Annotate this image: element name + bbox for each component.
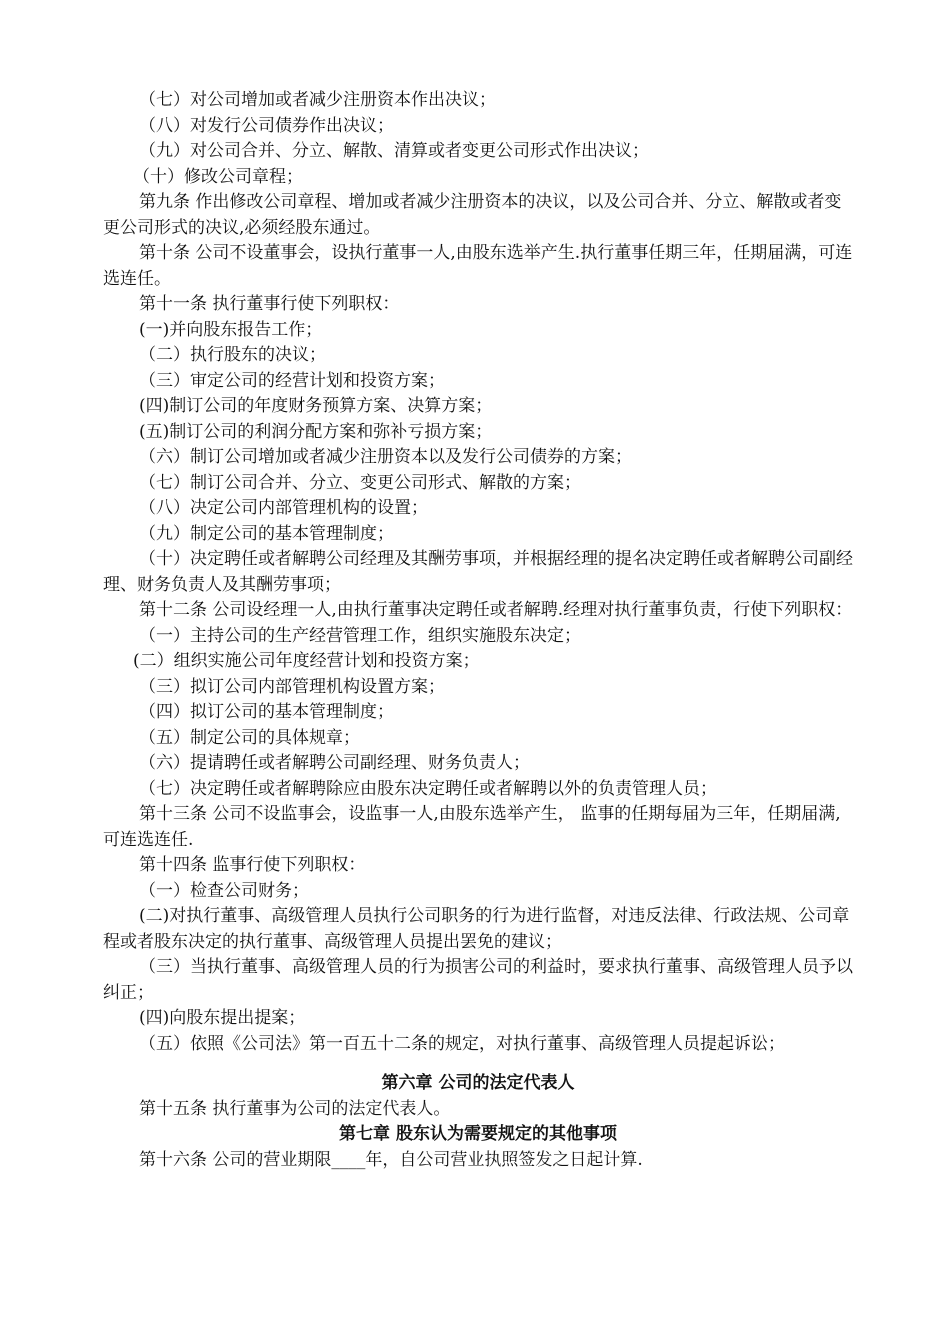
clause-line: （八）决定公司内部管理机构的设置； (139, 498, 428, 518)
clause-line: (四)向股东提出提案； (139, 1008, 306, 1028)
clause-line: (二)对执行董事、高级管理人员执行公司职务的行为进行监督，对违反法律、行政法规、公司章程或者股东决定的执行董事、高级管理人员提出罢免的建议； (103, 906, 850, 952)
clause-line: （七）决定聘任或者解聘除应由股东决定聘任或者解聘以外的负责管理人员； (139, 778, 717, 799)
article-13: 第十三条 公司不设监事会，设监事一人,由股东选举产生， 监事的任期每届为三年，任期届满,可连选连任. (103, 804, 841, 850)
clause-line: （四）拟订公司的基本管理制度； (139, 702, 394, 722)
clause-line: （一）检查公司财务； (139, 880, 309, 901)
clause-line: （十）修改公司章程； (133, 166, 303, 187)
clause-line: （九）制定公司的基本管理制度； (139, 523, 394, 544)
clause-line: （十）决定聘任或者解聘公司经理及其酬劳事项，并根据经理的提名决定聘任或者解聘公司副经理、财务负责人及其酬劳事项； (103, 549, 853, 595)
article-16-suffix: 年，自公司营业执照签发之日起计算. (365, 1149, 643, 1170)
clause-line: （七）对公司增加或者减少注册资本作出决议； (139, 90, 496, 110)
clause-line: （三）拟订公司内部管理机构设置方案； (139, 676, 445, 697)
article-9: 第九条 作出修改公司章程、增加或者减少注册资本的决议，以及公司合并、分立、解散或者变更公司形式的决议,必须经股东通过。 (103, 192, 842, 238)
clause-line: (一)并向股东报告工作； (139, 319, 323, 340)
article-10: 第十条 公司不设董事会，设执行董事一人,由股东选举产生.执行董事任期三年，任期届满，可连选连任。 (103, 243, 853, 289)
clause-line: （一）主持公司的生产经营管理工作，组织实施股东决定； (139, 625, 581, 646)
clause-line: （七）制订公司合并、分立、变更公司形式、解散的方案； (139, 472, 581, 493)
article-15: 第十五条 执行董事为公司的法定代表人。 (139, 1098, 451, 1119)
document-body (103, 88, 853, 1173)
clause-line: （五）制定公司的具体规章； (139, 727, 360, 748)
clause-line: (四)制订公司的年度财务预算方案、决算方案； (139, 396, 493, 416)
clause-line: (二）组织实施公司年度经营计划和投资方案； (133, 651, 480, 671)
article-16-prefix: 第十六条 公司的营业期限 (139, 1149, 332, 1170)
clause-line: (五)制订公司的利润分配方案和弥补亏损方案； (139, 421, 493, 442)
clause-line: （五）依照《公司法》第一百五十二条的规定，对执行董事、高级管理人员提起诉讼； (139, 1033, 785, 1054)
article-11: 第十一条 执行董事行使下列职权： (139, 294, 400, 314)
clause-line: （三）审定公司的经营计划和投资方案； (139, 370, 445, 391)
clause-line: （三）当执行董事、高级管理人员的行为损害公司的利益时，要求执行董事、高级管理人员予以纠正； (103, 957, 853, 1003)
article-16 (103, 1148, 853, 1174)
section-gap (103, 1057, 853, 1071)
term-blank: ____ (331, 1149, 366, 1170)
clause-line: （八）对发行公司债券作出决议； (139, 115, 394, 136)
clause-line: （二）执行股东的决议； (139, 345, 326, 365)
article-14: 第十四条 监事行使下列职权： (139, 855, 366, 875)
chapter-6-heading: 第六章 公司的法定代表人 (381, 1073, 575, 1093)
clause-line: （六）提请聘任或者解聘公司副经理、财务负责人； (139, 753, 530, 773)
clause-line: （六）制订公司增加或者减少注册资本以及发行公司债券的方案； (139, 447, 632, 467)
article-12: 第十二条 公司设经理一人,由执行董事决定聘任或者解聘.经理对执行董事负责，行使下列职权： (139, 600, 853, 620)
clause-line: （九）对公司合并、分立、解散、清算或者变更公司形式作出决议； (139, 141, 649, 161)
chapter-7-heading: 第七章 股东认为需要规定的其他事项 (339, 1124, 617, 1144)
